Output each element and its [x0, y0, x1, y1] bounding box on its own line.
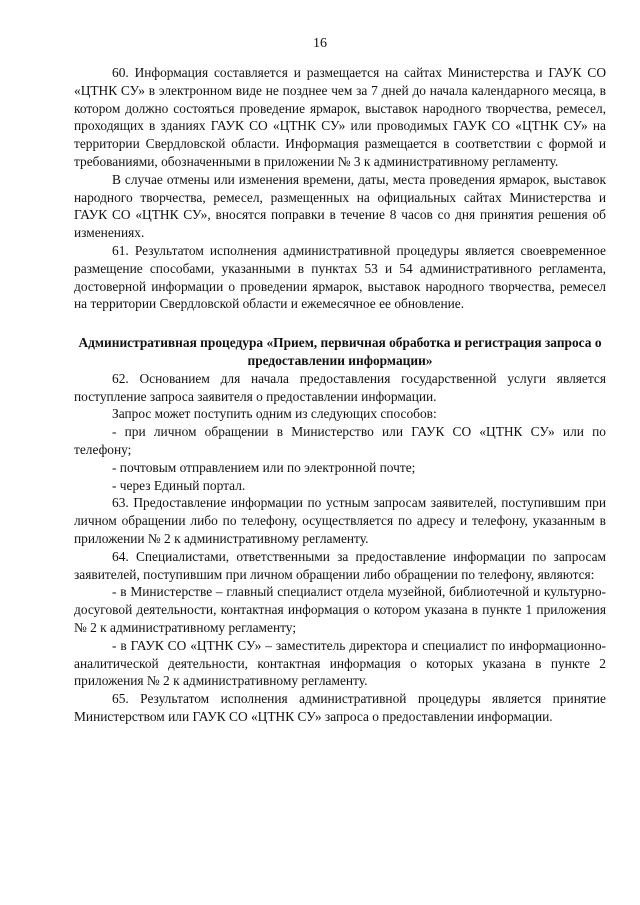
list-item: - при личном обращении в Министерство или ГАУК СО «ЦТНК СУ» или по телефону; [74, 424, 606, 457]
section-heading: Административная процедура «Прием, первичная обработка и регистрация запроса о предоставлении информации» [78, 335, 602, 368]
paragraph-62-methods-intro: Запрос может поступить одним из следующих способов: [112, 406, 437, 422]
list-item: - в ГАУК СО «ЦТНК СУ» – заместитель директора и специалист по информационно-аналитической деятельности, контактная информация о которых указана в пункте 2 приложения № 2 к административному регламенту. [74, 637, 606, 689]
page-number: 16 [313, 36, 327, 51]
paragraph-63: 63. Предоставление информации по устным запросам заявителей, поступившим при личном обращении либо по телефону, осуществляется по адресу и телефону, указанным в приложении № 2 к административному регламенту. [74, 495, 606, 546]
document-body [74, 64, 606, 726]
paragraph-60: 60. Информация составляется и размещается на сайтах Министерства и ГАУК СО «ЦТНК СУ» в электронном виде не позднее чем за 7 дней до начала календарного месяца, в котором должно состояться проведение ярмарок, выставок народного творчества, ремесел, проходящих в зданиях ГАУК СО «ЦТНК СУ» или проводимых ГАУК СО «ЦТНК СУ» на территории Свердловской области. Информация размещается в соответствии с формой и требованиями, обозначенными в приложении № 3 к административному регламенту. [74, 65, 606, 169]
list-item: - в Министерстве – главный специалист отдела музейной, библиотечной и культурно-досуговой деятельности, контактная информация о котором указана в пункте 1 приложения № 2 к административному регламенту; [74, 584, 606, 635]
paragraph-64: 64. Специалистами, ответственными за предоставление информации по запросам заявителей, поступившим при личном обращении либо обращении по телефону, являются: [74, 548, 606, 582]
list-item: - через Единый портал. [112, 477, 246, 493]
paragraph-62: 62. Основанием для начала предоставления государственной услуги является поступление запроса заявителя о предоставлении информации. [74, 370, 606, 404]
paragraph-65: 65. Результатом исполнения административной процедуры является принятие Министерством или ГАУК СО «ЦТНК СУ» запроса о предоставлении информации. [74, 691, 606, 724]
paragraph-61: 61. Результатом исполнения административной процедуры является своевременное размещение способами, указанными в пунктах 53 и 54 административного регламента, достоверной информации о проведении ярмарок, выставок народного творчества, ремесел на территории Свердловской области и ежемесячное ее обновление. [74, 242, 606, 312]
paragraph-60-cancellation: В случае отмены или изменения времени, даты, места проведения ярмарок, выставок народного творчества, ремесел, размещенных на официальных сайтах Министерства и ГАУК СО «ЦТНК СУ», вносятся поправки в течение 8 часов со дня принятия решения об изменениях. [74, 171, 606, 241]
list-item: - почтовым отправлением или по электронной почте; [112, 459, 416, 475]
